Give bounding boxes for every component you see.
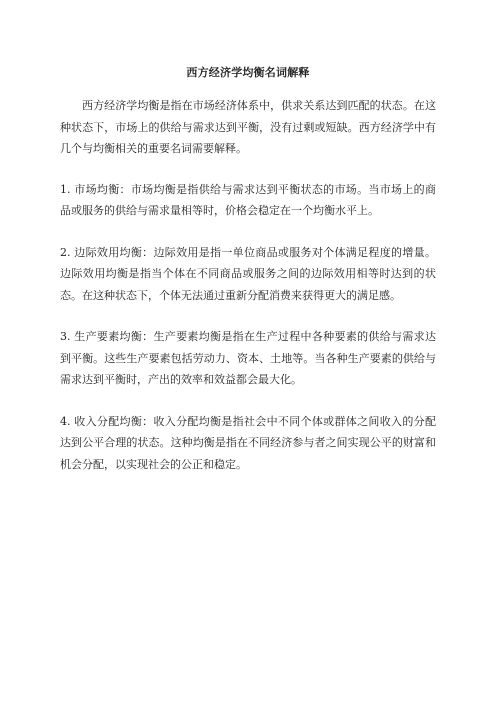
list-item-marginal-utility-equilibrium: 2. 边际效用均衡：边际效用是指一单位商品或服务对个体满足程度的增量。边际效用均衡是指当个体在不同商品或服务之间的边际效用相等时达到的状态。在这种状态下，个体无法通过重新分配消费来获得更大的满足感。 (60, 245, 436, 302)
document-title: 西方经济学均衡名词解释 (186, 66, 310, 79)
list-item-market-equilibrium: 1. 市场均衡：市场均衡是指供给与需求达到平衡状态的市场。当市场上的商品或服务的供给与需求量相等时，价格会稳定在一个均衡水平上。 (60, 182, 436, 217)
list-item-income-distribution-equilibrium: 4. 收入分配均衡：收入分配均衡是指社会中不同个体或群体之间收入的分配达到公平合理的状态。这种均衡是指在不同经济参与者之间实现公平的财富和机会分配，以实现社会的公正和稳定。 (60, 414, 436, 471)
intro-paragraph: 西方经济学均衡是指在市场经济体系中，供求关系达到匹配的状态。在这种状态下，市场上的供给与需求达到平衡，没有过剩或短缺。西方经济学中有几个与均衡相关的重要名词需要解释。 (60, 99, 436, 155)
list-item-production-factor-equilibrium: 3. 生产要素均衡：生产要素均衡是指在生产过程中各种要素的供给与需求达到平衡。这些生产要素包括劳动力、资本、土地等。当各种生产要素的供给与需求达到平衡时，产出的效率和效益都会最大化。 (60, 330, 436, 386)
